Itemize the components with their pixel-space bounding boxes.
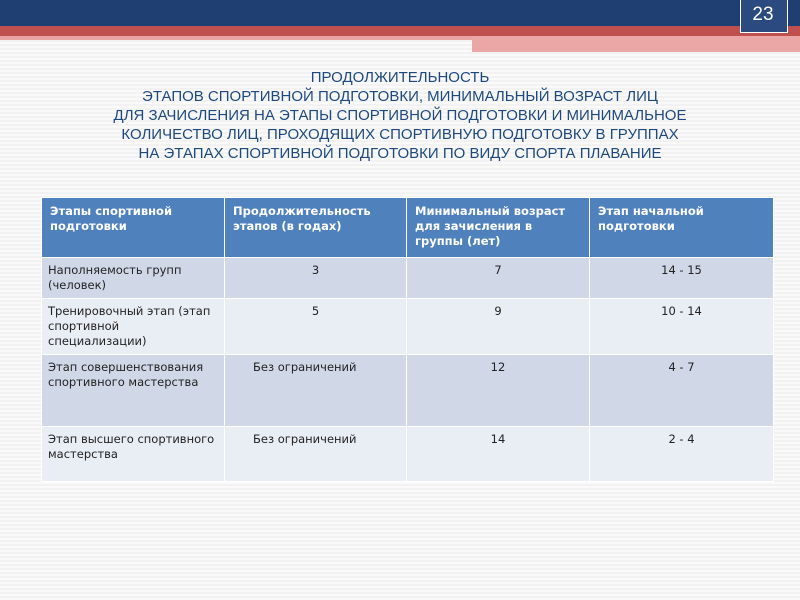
table-cell: 5 bbox=[225, 299, 407, 355]
table-cell: 14 bbox=[407, 427, 590, 482]
column-header: Этап начальной подготовки bbox=[590, 198, 774, 258]
table-cell: 10 - 14 bbox=[590, 299, 774, 355]
table-row bbox=[42, 427, 774, 482]
table-cell: Без ограничений bbox=[225, 355, 407, 427]
table-cell: 3 bbox=[225, 258, 407, 299]
accent-stripe-light-right bbox=[472, 36, 800, 52]
table-cell: Тренировочный этап (этап спортивной специализации) bbox=[42, 299, 225, 355]
table-row bbox=[42, 258, 774, 299]
slide-title bbox=[40, 68, 760, 163]
column-header: Этапы спортивной подготовки bbox=[42, 198, 225, 258]
table-cell: Без ограничений bbox=[225, 427, 407, 482]
title-line: КОЛИЧЕСТВО ЛИЦ, ПРОХОДЯЩИХ СПОРТИВНУЮ ПОДГОТОВКУ В ГРУППАХ bbox=[121, 126, 679, 143]
accent-stripe-light bbox=[0, 36, 472, 40]
slide-number: 23 bbox=[752, 4, 774, 25]
table-cell: Этап совершенствования спортивного мастерства bbox=[42, 355, 225, 427]
table-cell: 7 bbox=[407, 258, 590, 299]
table-cell: 2 - 4 bbox=[590, 427, 774, 482]
title-line: ПРОДОЛЖИТЕЛЬНОСТЬ bbox=[310, 69, 490, 86]
table-header-row bbox=[42, 198, 774, 258]
accent-stripe bbox=[0, 26, 800, 36]
title-line: НА ЭТАПАХ СПОРТИВНОЙ ПОДГОТОВКИ ПО ВИДУ СПОРТА ПЛАВАНИЕ bbox=[138, 145, 662, 162]
top-bar bbox=[0, 0, 800, 26]
table-cell: 14 - 15 bbox=[590, 258, 774, 299]
title-line: ДЛЯ ЗАЧИСЛЕНИЯ НА ЭТАПЫ СПОРТИВНОЙ ПОДГОТОВКИ И МИНИМАЛЬНОЕ bbox=[113, 107, 687, 124]
column-header: Минимальный возраст для зачисления в группы (лет) bbox=[407, 198, 590, 258]
table-row bbox=[42, 355, 774, 427]
table-cell: 4 - 7 bbox=[590, 355, 774, 427]
table-cell: 9 bbox=[407, 299, 590, 355]
table-cell: Наполняемость групп (человек) bbox=[42, 258, 225, 299]
data-table bbox=[41, 197, 774, 482]
table-cell: 12 bbox=[407, 355, 590, 427]
column-header: Продолжительность этапов (в годах) bbox=[225, 198, 407, 258]
title-line: ЭТАПОВ СПОРТИВНОЙ ПОДГОТОВКИ, МИНИМАЛЬНЫЙ ВОЗРАСТ ЛИЦ bbox=[142, 88, 658, 105]
table-cell: Этап высшего спортивного мастерства bbox=[42, 427, 225, 482]
table-row bbox=[42, 299, 774, 355]
